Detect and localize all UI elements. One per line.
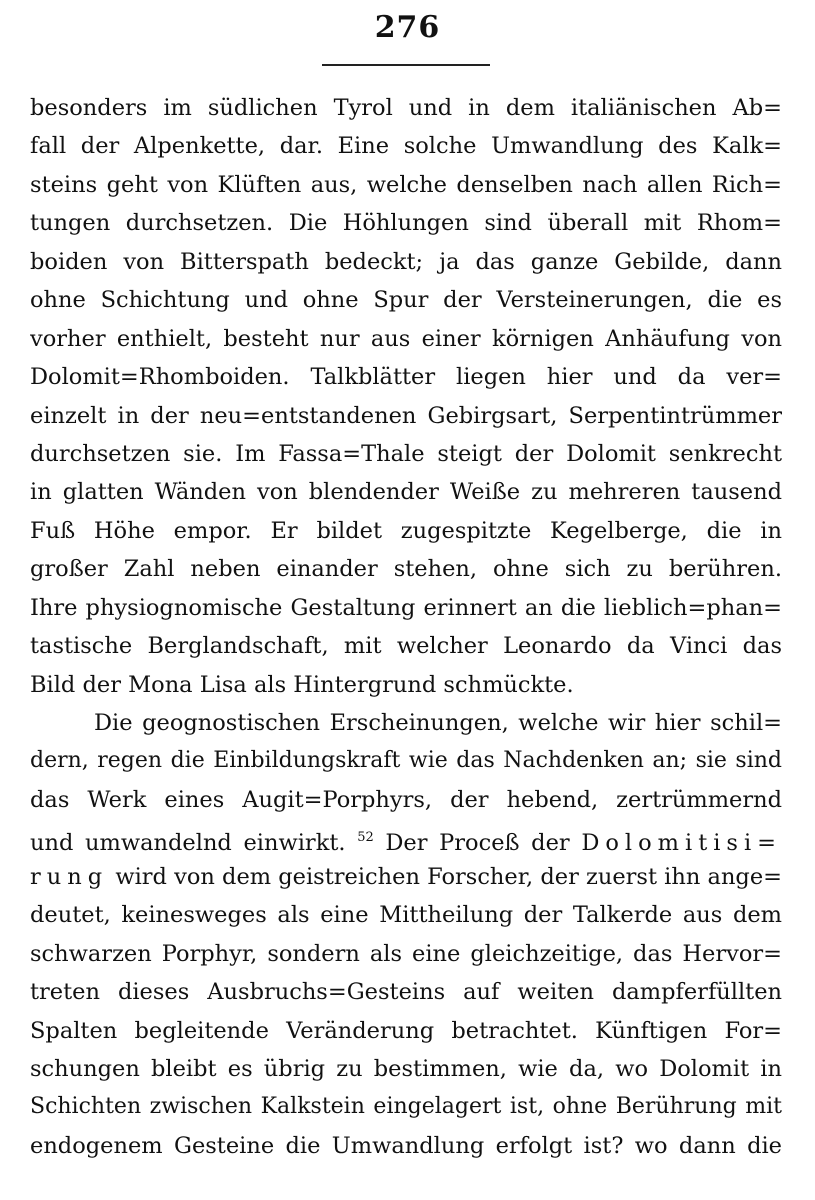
text-line: einzelt in der neu=entstandenen Gebirgsart, Serpentintrümmer [30, 402, 782, 429]
text-fragment: und umwandelnd einwirkt. [30, 830, 346, 857]
text-line: Bild der Mona Lisa als Hintergrund schmückte. [30, 671, 574, 698]
text-line: Spalten begleitende Veränderung betrachtet. Künftigen For= [30, 1017, 782, 1044]
text-line: dern, regen die Einbildungskraft wie das Nachdenken an; sie sind [30, 748, 782, 774]
body-text [30, 89, 782, 1165]
text-line: durchsetzen sie. Im Fassa=Thale steigt der Dolomit senkrecht [30, 440, 782, 467]
text-line [30, 819, 782, 857]
text-line: tungen durchsetzen. Die Höhlungen sind überall mit Rhom= [30, 210, 782, 237]
text-line: fall der Alpenkette, dar. Eine solche Umwandlung des Kalk= [30, 133, 782, 160]
text-line: schungen bleibt es übrig zu bestimmen, wie da, wo Dolomit in [30, 1055, 782, 1082]
text-fragment: wird von dem geistreichen Forscher, der zuerst ihn ange= [115, 863, 782, 890]
page-number: 276 [374, 10, 441, 45]
text-line: treten dieses Ausbruchs=Gesteins auf weiten dampferfüllten [30, 979, 782, 1006]
emphasized-term: rung [30, 863, 109, 890]
footnote-marker: 52 [357, 830, 374, 846]
text-line: vorher enthielt, besteht nur aus einer körnigen Anhäufung von [30, 325, 782, 352]
text-line: Die geognostischen Erscheinungen, welche wir hier schil= [94, 710, 782, 736]
text-line: großer Zahl neben einander stehen, ohne sich zu berühren. [30, 556, 782, 583]
text-line: deutet, keinesweges als eine Mittheilung der Talkerde aus dem [30, 902, 782, 929]
emphasized-term: Dolomitisi= [581, 830, 782, 857]
text-line: ohne Schichtung und ohne Spur der Versteinerungen, die es [30, 287, 782, 314]
text-line: boiden von Bitterspath bedeckt; ja das ganze Gebilde, dann [30, 248, 782, 275]
text-fragment: Der Proceß der [385, 830, 570, 857]
text-line: besonders im südlichen Tyrol und in dem italiänischen Ab= [30, 95, 782, 121]
text-line: steins geht von Klüften aus, welche denselben nach allen Rich= [30, 171, 782, 198]
text-line: das Werk eines Augit=Porphyrs, der hebend, zertrümmernd [30, 786, 782, 813]
text-line [30, 858, 782, 896]
header-rule [322, 64, 490, 66]
text-line: endogenem Gesteine die Umwandlung erfolgt ist? wo dann die [30, 1132, 782, 1159]
text-line: in glatten Wänden von blendender Weiße zu mehreren tausend [30, 479, 782, 506]
text-line: schwarzen Porphyr, sondern als eine gleichzeitige, das Hervor= [30, 940, 782, 967]
text-line: tastische Berglandschaft, mit welcher Leonardo da Vinci das [30, 633, 782, 660]
text-line: Dolomit=Rhomboiden. Talkblätter liegen hier und da ver= [30, 364, 782, 391]
text-line: Schichten zwischen Kalkstein eingelagert ist, ohne Berührung mit [30, 1094, 782, 1120]
text-line: Ihre physiognomische Gestaltung erinnert an die lieblich=phan= [30, 594, 782, 621]
text-line: Fuß Höhe empor. Er bildet zugespitzte Kegelberge, die in [30, 517, 782, 544]
